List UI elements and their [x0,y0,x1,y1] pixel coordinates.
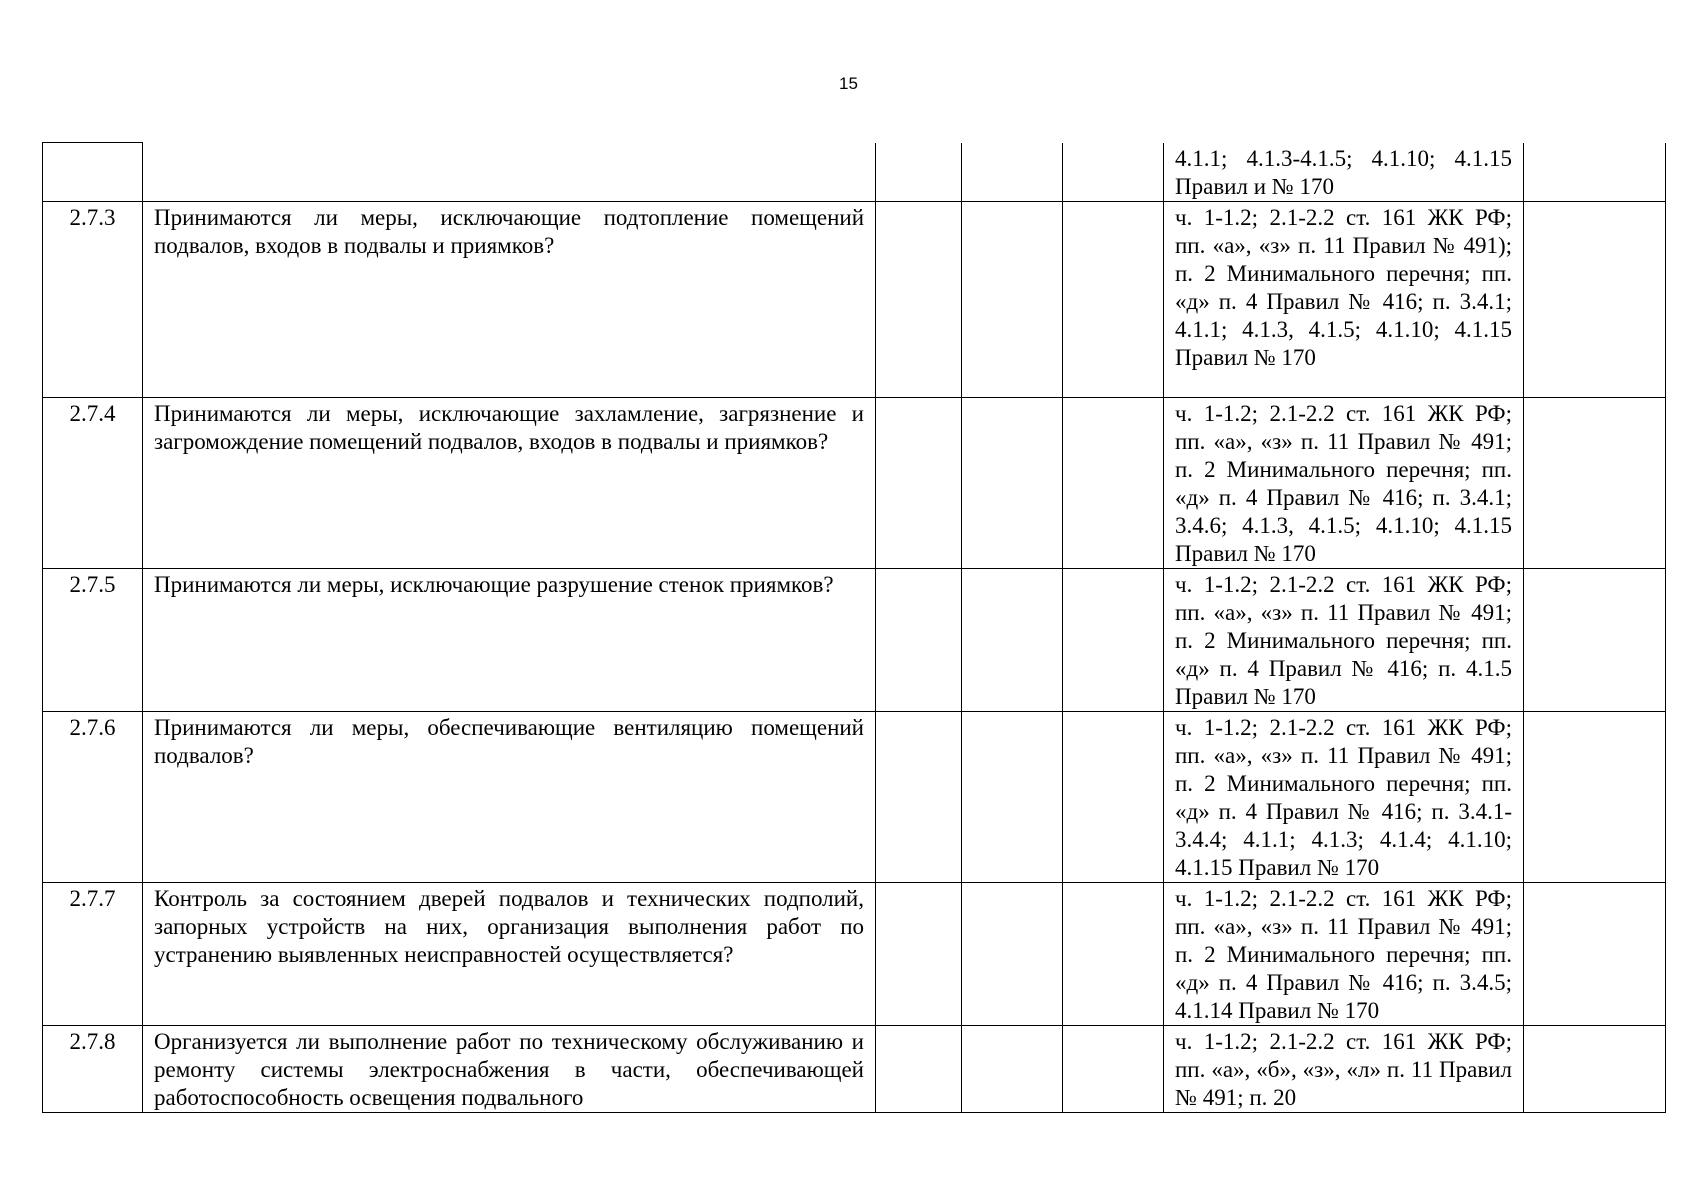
checklist-table [42,142,1666,1113]
empty-cell [1524,397,1666,568]
question-cell: Принимаются ли меры, исключающие разрушение стенок приямков? [143,568,876,711]
empty-cell [1063,568,1164,711]
reference-cell: ч. 1-1.2; 2.1-2.2 ст. 161 ЖК РФ; пп. «а», «з» п. 11 Правил № 491); п. 2 Минимального перечня; пп. «д» п. 4 Правил № 416; п. 3.4.1; 4.1.1; 4.1.3, 4.1.5; 4.1.10; 4.1.15 Правил № 170 [1164,201,1524,397]
table-row [43,568,1666,711]
table-row [43,397,1666,568]
empty-cell [962,1025,1063,1112]
row-number: 2.7.8 [43,1025,143,1112]
reference-cell: ч. 1-1.2; 2.1-2.2 ст. 161 ЖК РФ; пп. «а», «з» п. 11 Правил № 491; п. 2 Минимального перечня; пп. «д» п. 4 Правил № 416; п. 3.4.1; 3.4.6; 4.1.3, 4.1.5; 4.1.10; 4.1.15 Правил № 170 [1164,397,1524,568]
question-cell: Контроль за состоянием дверей подвалов и технических подполий, запорных устройств на них, организация выполнения работ по устранению выявленных неисправностей осуществляется? [143,882,876,1025]
empty-cell [1524,201,1666,397]
empty-cell [876,882,962,1025]
empty-cell [962,882,1063,1025]
empty-cell [1524,711,1666,882]
empty-cell [1063,882,1164,1025]
reference-cell: 4.1.1; 4.1.3-4.1.5; 4.1.10; 4.1.15 Правил и № 170 [1164,143,1524,202]
empty-cell [1524,1025,1666,1112]
empty-cell [876,1025,962,1112]
question-cell: Организуется ли выполнение работ по техническому обслуживанию и ремонту системы электроснабжения в части, обеспечивающей работоспособность освещения подвального [143,1025,876,1112]
empty-cell [1063,201,1164,397]
empty-cell [1063,397,1164,568]
table-row [43,143,1666,202]
empty-cell [962,568,1063,711]
empty-cell [876,201,962,397]
empty-cell [1524,143,1666,202]
table-row [43,882,1666,1025]
question-cell: Принимаются ли меры, обеспечивающие вентиляцию помещений подвалов? [143,711,876,882]
empty-cell [876,568,962,711]
row-number: 2.7.7 [43,882,143,1025]
empty-cell [1524,568,1666,711]
table-row [43,1025,1666,1112]
empty-cell [1063,1025,1164,1112]
reference-cell: ч. 1-1.2; 2.1-2.2 ст. 161 ЖК РФ; пп. «а», «з» п. 11 Правил № 491; п. 2 Минимального перечня; пп. «д» п. 4 Правил № 416; п. 3.4.1-3.4.4; 4.1.1; 4.1.3; 4.1.4; 4.1.10; 4.1.15 Правил № 170 [1164,711,1524,882]
empty-cell [876,711,962,882]
page-number: 15 [839,74,858,93]
row-number: 2.7.3 [43,201,143,397]
empty-cell [1063,711,1164,882]
empty-cell [1063,143,1164,202]
row-number: 2.7.5 [43,568,143,711]
row-number [43,143,143,202]
empty-cell [962,143,1063,202]
row-number: 2.7.4 [43,397,143,568]
empty-cell [876,143,962,202]
question-cell: Принимаются ли меры, исключающие подтопление помещений подвалов, входов в подвалы и приямков? [143,201,876,397]
row-number: 2.7.6 [43,711,143,882]
empty-cell [876,397,962,568]
empty-cell [962,397,1063,568]
table-row [43,201,1666,397]
reference-cell: ч. 1-1.2; 2.1-2.2 ст. 161 ЖК РФ; пп. «а», «б», «з», «л» п. 11 Правил № 491; п. 20 [1164,1025,1524,1112]
reference-cell: ч. 1-1.2; 2.1-2.2 ст. 161 ЖК РФ; пп. «а», «з» п. 11 Правил № 491; п. 2 Минимального перечня; пп. «д» п. 4 Правил № 416; п. 3.4.5; 4.1.14 Правил № 170 [1164,882,1524,1025]
empty-cell [962,711,1063,882]
question-cell [143,143,876,202]
empty-cell [1524,882,1666,1025]
empty-cell [962,201,1063,397]
table-row [43,711,1666,882]
question-cell: Принимаются ли меры, исключающие захламление, загрязнение и загромождение помещений подвалов, входов в подвалы и приямков? [143,397,876,568]
reference-cell: ч. 1-1.2; 2.1-2.2 ст. 161 ЖК РФ; пп. «а», «з» п. 11 Правил № 491; п. 2 Минимального перечня; пп. «д» п. 4 Правил № 416; п. 4.1.5 Правил № 170 [1164,568,1524,711]
